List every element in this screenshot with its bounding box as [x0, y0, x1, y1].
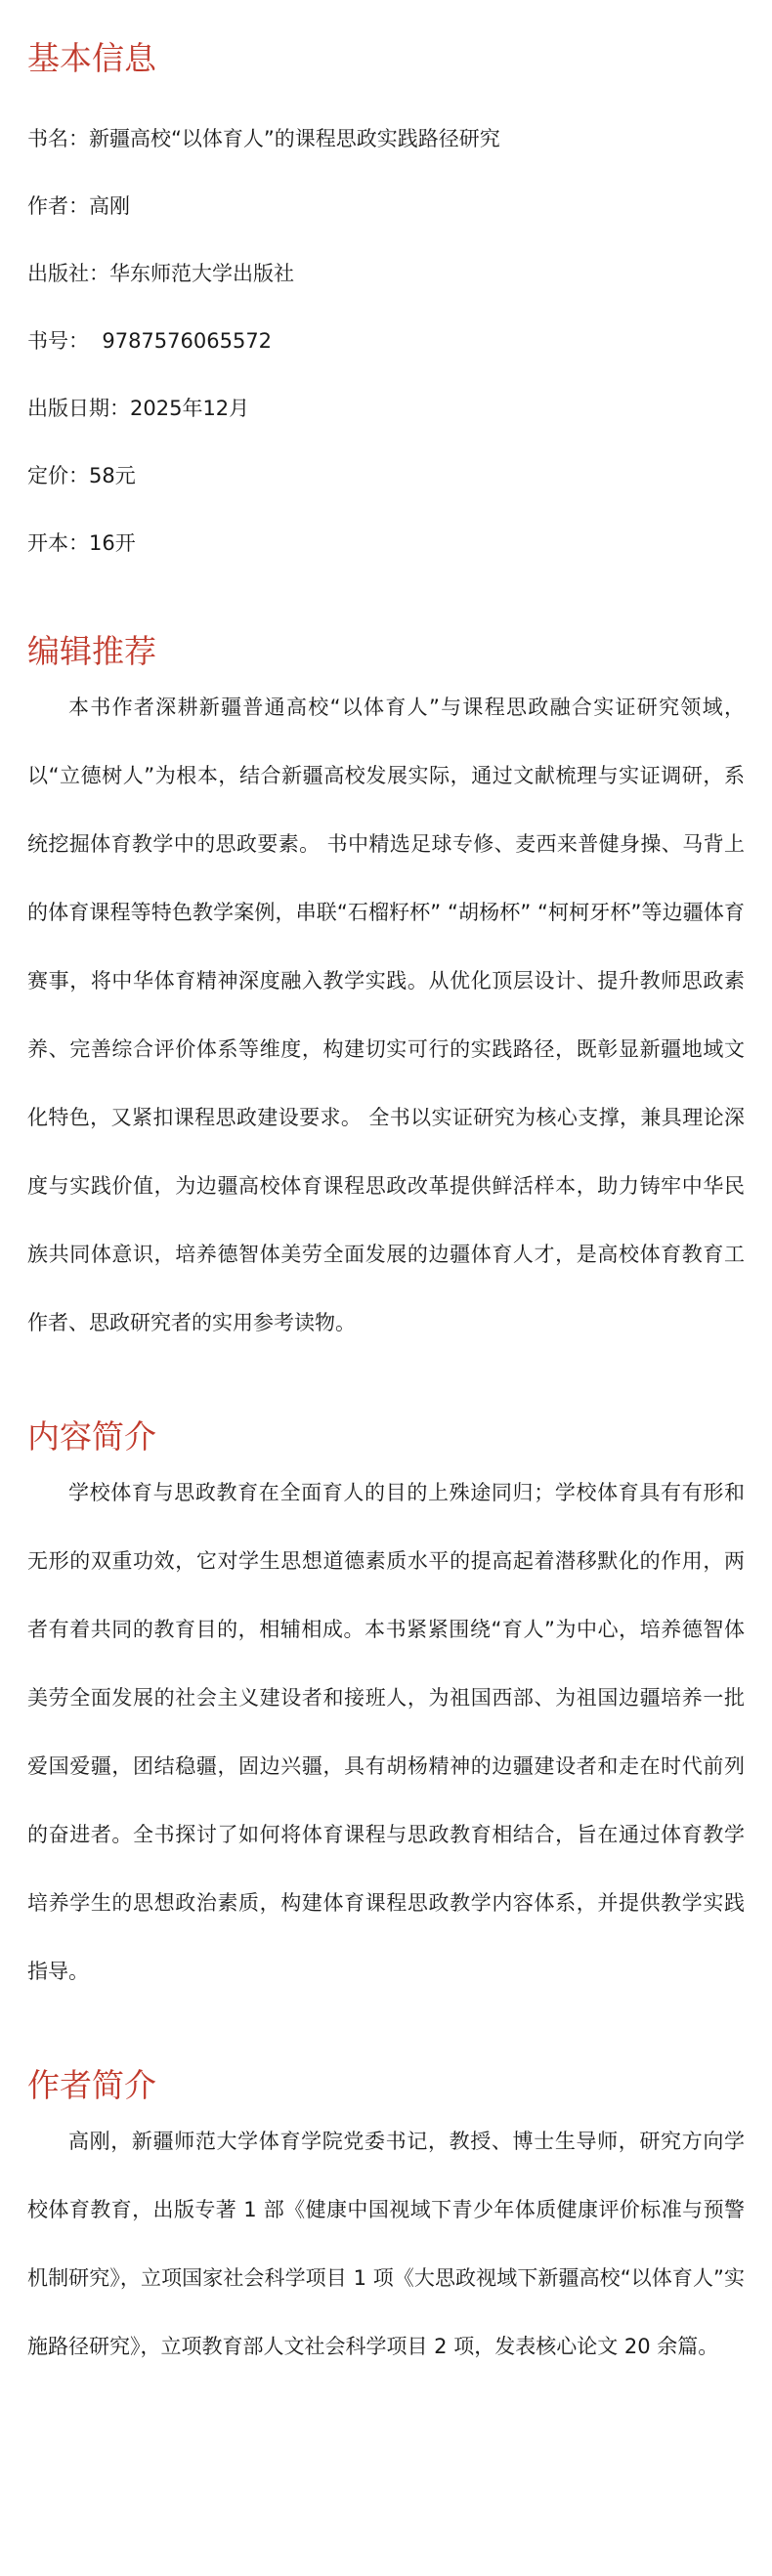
- info-publish-date: 出版日期：2025年12月: [27, 397, 250, 420]
- recommendation-heading: 编辑推荐: [27, 632, 156, 670]
- info-isbn: 书号： 9787576065572: [27, 329, 273, 353]
- info-author: 作者：高刚: [27, 194, 130, 218]
- basic-info-list: [27, 106, 745, 577]
- info-book-title: 书名：新疆高校“以体育人”的课程思政实践路径研究: [27, 127, 500, 150]
- author-heading: 作者简介: [27, 2066, 156, 2104]
- info-publisher: 出版社：华东师范大学出版社: [27, 262, 294, 285]
- info-format: 开本：16开: [27, 531, 136, 555]
- author-text: 高刚，新疆师范大学体育学院党委书记，教授、博士生导师，研究方向学校体育教育，出版专著 1 部《健康中国视域下青少年体质健康评价标准与预警机制研究》，立项国家社会科学项目 1 项《大思政视域下新疆高校“以体育人”实施路径研究》，立项教育部人文社会科学项目 2 项，发表核心论文 20 余篇。: [27, 2130, 745, 2358]
- summary-heading: 内容简介: [27, 1417, 156, 1456]
- summary-text: 学校体育与思政教育在全面育人的目的上殊途同归；学校体育具有有形和无形的双重功效，它对学生思想道德素质水平的提高起着潜移默化的作用，两者有着共同的教育目的，相辅相成。本书紧紧围绕“育人”为中心，培养德智体美劳全面发展的社会主义建设者和接班人，为祖国西部、为祖国边疆培养一批爱国爱疆，团结稳疆，固边兴疆，具有胡杨精神的边疆建设者和走在时代前列的奋进者。全书探讨了如何将体育课程与思政教育相结合，旨在通过体育教学培养学生的思想政治素质，构建体育课程思政教学内容体系，并提供教学实践指导。: [27, 1481, 745, 1983]
- info-price: 定价：58元: [27, 464, 136, 487]
- recommendation-text: 本书作者深耕新疆普通高校“以体育人”与课程思政融合实证研究领域，以“立德树人”为根本，结合新疆高校发展实际，通过文献梳理与实证调研，系统挖掘体育教学中的思政要素。 书中精选足球专修、麦西来普健身操、马背上的体育课程等特色教学案例，串联“石榴籽杯” “胡杨杯” “柯柯牙杯”等边疆体育赛事，将中华体育精神深度融入教学实践。从优化顶层设计、提升教师思政素养、完善综合评价体系等维度，构建切实可行的实践路径，既彰显新疆地域文化特色，又紧扣课程思政建设要求。 全书以实证研究为核心支撑，兼具理论深度与实践价值，为边疆高校体育课程思政改革提供鲜活样本，助力铸牢中华民族共同体意识，培养德智体美劳全面发展的边疆体育人才，是高校体育教育工作者、思政研究者的实用参考读物。: [27, 696, 745, 1334]
- basic-info-heading: 基本信息: [27, 39, 156, 77]
